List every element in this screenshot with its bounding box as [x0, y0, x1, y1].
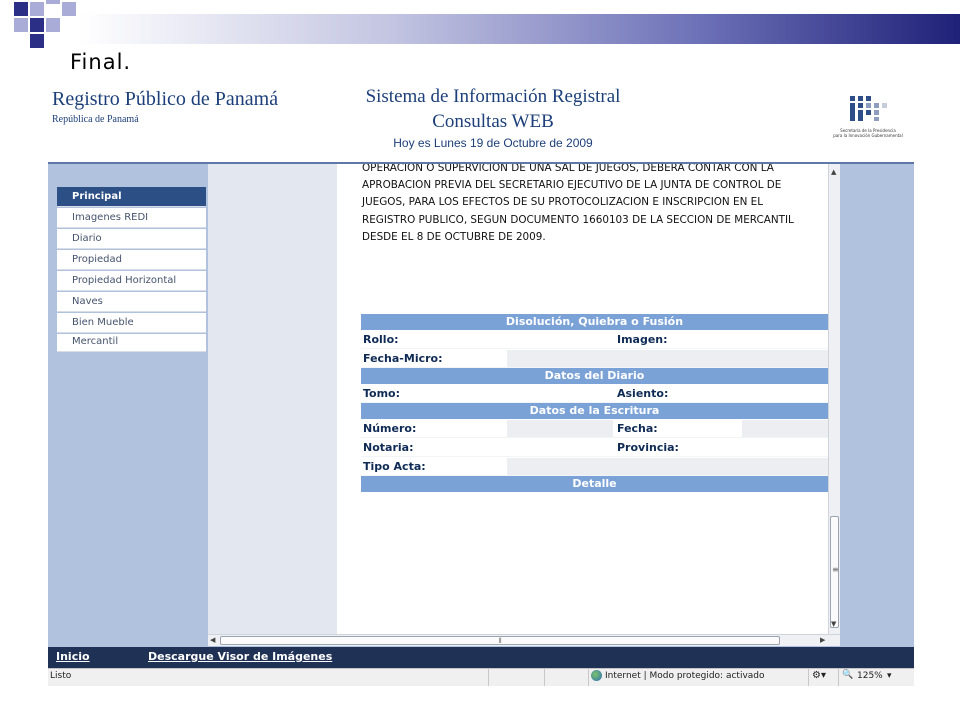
content-left-margin [208, 164, 337, 634]
table-row [361, 457, 828, 476]
zoom-control[interactable] [838, 669, 898, 686]
status-zone-text: Internet | Modo protegido: activado [605, 671, 765, 681]
field-label-fecha-micro: Fecha-Micro: [363, 352, 443, 365]
scroll-down-icon[interactable]: ▼ [831, 620, 837, 628]
registry-subtitle: República de Panamá [52, 114, 139, 125]
horizontal-scrollbar[interactable] [208, 634, 840, 646]
section-title-diario: Datos del Diario [361, 368, 828, 384]
field-value-tipo-acta [507, 458, 828, 475]
logo-caption-line2: para la Innovación Gubernamental [833, 133, 903, 138]
field-label-numero: Número: [363, 422, 417, 435]
browser-status-bar [48, 668, 914, 686]
horizontal-scroll-thumb[interactable]: ⦀ [220, 636, 780, 645]
field-value-numero [507, 420, 613, 437]
footer-link-inicio[interactable]: Inicio [56, 650, 90, 663]
sidebar-item-mercantil[interactable]: Mercantil [57, 334, 206, 352]
sidebar-item-diario[interactable]: Diario [57, 229, 206, 249]
security-icon[interactable]: ⚙▾ [812, 670, 826, 681]
sidebar-nav [57, 187, 206, 353]
table-row [361, 438, 828, 457]
zoom-level: 125% [857, 671, 883, 681]
section-title-detalle[interactable]: Detalle [361, 476, 828, 492]
system-title [360, 84, 626, 134]
government-logo-icon [830, 92, 906, 128]
section-title-disolucion: Disolución, Quiebra o Fusión [361, 314, 828, 330]
status-segment [544, 669, 588, 686]
notice-line: REGISTRO PUBLICO, SEGUN DOCUMENTO 1660103 DE LA SECCION DE MERCANTIL [362, 213, 794, 226]
content-panel [337, 164, 828, 634]
notice-line: DESDE EL 8 DE OCTUBRE DE 2009. [362, 230, 546, 243]
notice-line: JUEGOS, PARA LOS EFECTOS DE SU PROTOCOLIZACION E INSCRIPCION EN EL [362, 196, 764, 209]
scroll-up-icon[interactable]: ▲ [831, 168, 837, 176]
table-row [361, 384, 828, 403]
footer-link-descargue-visor[interactable]: Descargue Visor de Imágenes [148, 650, 333, 663]
field-label-imagen: Imagen: [617, 333, 668, 346]
notice-line: APROBACION PREVIA DEL SECRETARIO EJECUTIVO DE LA JUNTA DE CONTROL DE [362, 179, 782, 192]
slide-title: Final. [70, 50, 132, 74]
field-value-fecha [742, 420, 828, 437]
chevron-down-icon[interactable]: ▾ [887, 671, 892, 681]
table-row [361, 330, 828, 349]
status-text: Listo [50, 671, 72, 681]
zoom-icon: 🔍 [842, 670, 854, 680]
footer-bar [48, 647, 914, 668]
field-label-tomo: Tomo: [363, 387, 401, 400]
government-logo [830, 92, 906, 142]
field-label-asiento: Asiento: [617, 387, 669, 400]
section-title-escritura: Datos de la Escritura [361, 403, 828, 419]
status-segment [488, 669, 544, 686]
scroll-right-icon[interactable]: ▶ [820, 636, 826, 644]
status-segment [808, 669, 838, 686]
field-label-rollo: Rollo: [363, 333, 399, 346]
slide-decoration [12, 0, 76, 56]
sidebar-item-principal[interactable]: Principal [57, 187, 206, 207]
field-label-provincia: Provincia: [617, 441, 679, 454]
sidebar-item-bien-mueble[interactable]: Bien Mueble [57, 313, 206, 333]
notice-line: OPERACION O SUPERVICION DE UNA SAL DE JUEGOS, DEBERA CONTAR CON LA [362, 164, 774, 174]
sidebar-item-imagenes-redi[interactable]: Imagenes REDI [57, 208, 206, 228]
sidebar-item-naves[interactable]: Naves [57, 292, 206, 312]
sidebar-item-propiedad-horizontal[interactable]: Propiedad Horizontal [57, 271, 206, 291]
logo-caption-line1: Secretaría de la Presidencia [840, 128, 896, 133]
sidebar-item-propiedad[interactable]: Propiedad [57, 250, 206, 270]
field-label-fecha: Fecha: [617, 422, 658, 435]
system-title-line2: Consultas WEB [432, 111, 554, 132]
scroll-left-icon[interactable]: ◀ [210, 636, 216, 644]
registry-title: Registro Público de Panamá [52, 88, 279, 110]
field-label-tipo-acta: Tipo Acta: [363, 460, 426, 473]
globe-icon [591, 670, 602, 681]
table-row [361, 349, 828, 368]
field-label-notaria: Notaria: [363, 441, 414, 454]
table-row [361, 419, 828, 438]
status-zone [588, 669, 788, 686]
field-value-fecha-micro [507, 350, 828, 367]
slide-gradient-bar [78, 14, 960, 44]
notice-text [362, 166, 824, 246]
vertical-scrollbar[interactable] [828, 164, 840, 634]
section-disolucion [361, 314, 828, 492]
date-line: Hoy es Lunes 19 de Octubre de 2009 [393, 136, 593, 150]
vertical-scroll-thumb[interactable]: ≡ [830, 516, 839, 628]
system-title-line1: Sistema de Información Registral [365, 86, 621, 107]
